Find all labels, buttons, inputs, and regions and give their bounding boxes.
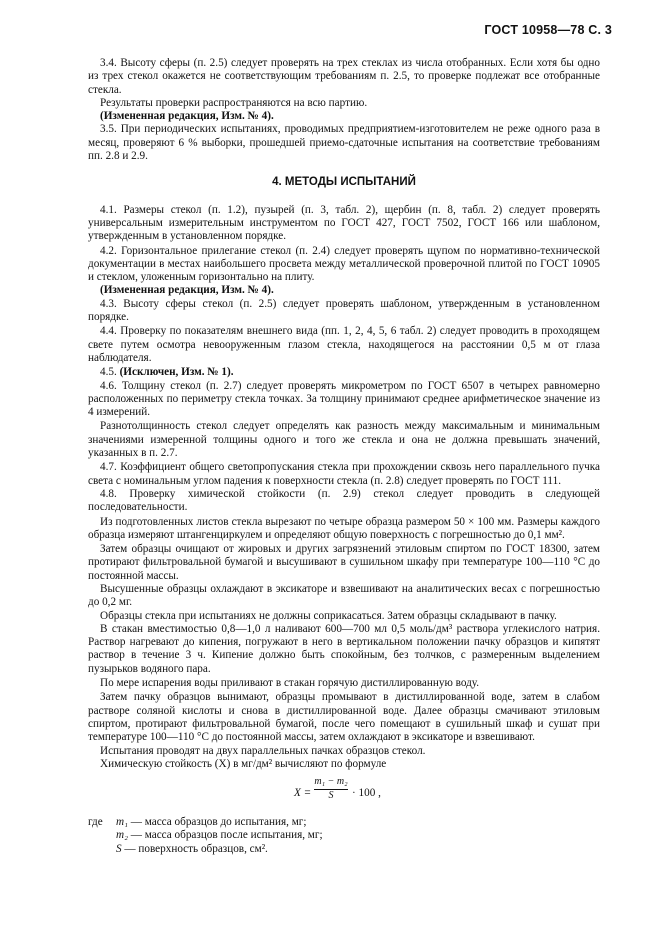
paragraph-samples: Из подготовленных листов стекла вырезают по четыре образца размером 50 × 100 мм. Размеры каждого образца измеряют штангенциркулем и определяют общую поверхность с погрешностью до 0,1 мм².	[88, 515, 600, 541]
formula-fraction	[314, 776, 348, 802]
paragraph-cleaning: Затем образцы очищают от жировых и других загрязнений этиловым спиртом по ГОСТ 18300, затем протирают фильтровальной бумагой и высушивают в сушильном шкафу при температуре 100—110 °С до постоянной массы.	[88, 543, 600, 582]
paragraph-4-5	[88, 366, 600, 379]
formula-definitions	[88, 816, 600, 856]
definition-row	[88, 816, 600, 829]
paragraph-thickness-variation: Разнотолщинность стекол следует определять как разность между максимальным и минимальным значениями измеренной толщины одного и того же стекла и она не должна превышать значений, указанных в п. 2.7.	[88, 420, 600, 460]
definition-lead	[88, 843, 116, 856]
definition-text: — поверхность образцов, см².	[124, 842, 268, 855]
paragraph-3-4: 3.4. Высоту сферы (п. 2.5) следует проверять на трех стеклах из числа отобранных. Если хотя бы одно из трех стекол окажется не соответствующим требованиям п. 2.5, то проверке подлежат все отобранные стекла.	[88, 57, 600, 96]
paragraph-results: Результаты проверки распространяются на всю партию.	[100, 96, 368, 109]
paragraph-4-8: 4.8. Проверку химической стойкости (п. 2.9) стекол следует проводить в следующей последовательности.	[88, 487, 600, 514]
paragraph-cooling: Высушенные образцы охлаждают в эксикаторе и взвешивают на аналитических весах с погрешностью до 0,2 мг.	[88, 582, 600, 609]
formula-rhs: · 100 ,	[352, 787, 381, 800]
paragraph-4-5-prefix: 4.5.	[100, 366, 120, 379]
paragraph-evaporation: По мере испарения воды приливают в стакан горячую дистиллированную воду.	[100, 677, 480, 690]
paragraph-4-1: 4.1. Размеры стекол (п. 1.2), пузырей (п. 3, табл. 2), щербин (п. 8, табл. 2) следует проверять универсальным измерительным инструментом по ГОСТ 427, ГОСТ 7502, ГОСТ 166 или шаблоном, утвержденным в установленном порядке.	[88, 203, 600, 243]
formula-numerator: m₁ − m₂	[314, 776, 348, 790]
paragraph-no-contact: Образцы стекла при испытаниях не должны соприкасаться. Затем образцы складывают в пачку.	[100, 609, 557, 622]
section-title: 4. МЕТОДЫ ИСПЫТАНИЙ	[272, 176, 416, 189]
paragraph-4-7: 4.7. Коэффициент общего светопропускания стекла при прохождении сквозь него параллельного пучка света с номинальным углом падения к поверхности стекла (п. 2.8) следует проверять по ГОСТ 111.	[88, 461, 600, 487]
paragraph-formula-intro: Химическую стойкость (X) в мг/дм² вычисляют по формуле	[100, 757, 387, 770]
definition-row	[88, 829, 600, 842]
definition-symbol: m₁	[116, 816, 128, 829]
definition-symbol: S	[116, 842, 122, 855]
document-body	[88, 57, 600, 856]
paragraph-3-5: 3.5. При периодических испытаниях, проводимых предприятием-изготовителем не реже одного раза в месяц, проверяют 6 % выборки, прошедшей приемо-сдаточные испытания на соответствие требованиям пп. 2.8 и 2.9.	[88, 123, 600, 163]
paragraph-boiling: В стакан вместимостью 0,8—1,0 л наливают 600—700 мл 0,5 моль/дм³ раствора углекислого натрия. Раствор нагревают до кипения, погружают в него в вертикальном положении пачку образцов и кипятят раствор в течение 3 ч. Кипение должно быть спокойным, без толчков, с размеренным выделением пузырьков водяного пара.	[88, 622, 600, 675]
formula-denominator: S	[328, 790, 334, 802]
definition-symbol: m₂	[116, 829, 128, 842]
paragraph-4-6: 4.6. Толщину стекол (п. 2.7) следует проверять микрометром по ГОСТ 6507 в четырех равномерно расположенных по периметру стекла точках. За толщину принимают среднее арифметическое значение из 4 измерений.	[88, 379, 600, 419]
amendment-note: (Измененная редакция, Изм. № 4).	[100, 110, 274, 123]
formula-lhs: X =	[294, 787, 312, 800]
definition-text: — масса образцов после испытания, мг;	[130, 829, 323, 842]
paragraph-4-3: 4.3. Высоту сферы стекол (п. 2.5) следует проверять шаблоном, утвержденным в установленном порядке.	[88, 297, 600, 324]
definition-lead: где	[88, 816, 103, 829]
paragraph-4-4: 4.4. Проверку по показателям внешнего вида (пп. 1, 2, 4, 5, 6 табл. 2) следует проводить в проходящем свете путем осмотра невооруженным глазом стекла, находящегося на расстоянии 0,5 м от глаза наблюдателя.	[88, 325, 600, 364]
paragraph-4-5-excluded: (Исключен, Изм. № 1).	[119, 366, 234, 379]
chemical-resistance-formula	[88, 774, 600, 814]
definition-row	[88, 843, 600, 856]
definition-lead	[88, 829, 116, 842]
paragraph-washing: Затем пачку образцов вынимают, образцы промывают в дистиллированной воде, затем в слабом растворе соляной кислоты и снова в дистиллированной воде. Далее образцы смачивают этиловым спиртом, протирают фильтровальной бумагой, после чего помещают в сушильный шкаф и сушат при температуре 100—110 °С до постоянной массы, затем охлаждают в эксикаторе и взвешивают.	[88, 691, 600, 744]
definition-text: — масса образцов до испытания, мг;	[130, 816, 307, 829]
paragraph-4-2: 4.2. Горизонтальное прилегание стекол (п. 2.4) следует проверять щупом по нормативно-технической документации в местах наибольшего просвета между металлической проверочной плитой по ГОСТ 10905 и стеклом, уложенным горизонтально на плиту.	[88, 244, 600, 284]
amendment-note: (Измененная редакция, Изм. № 4).	[100, 284, 274, 297]
page-header: ГОСТ 10958—78 С. 3	[484, 23, 612, 37]
paragraph-parallel-tests: Испытания проводят на двух параллельных пачках образцов стекол.	[100, 744, 426, 757]
